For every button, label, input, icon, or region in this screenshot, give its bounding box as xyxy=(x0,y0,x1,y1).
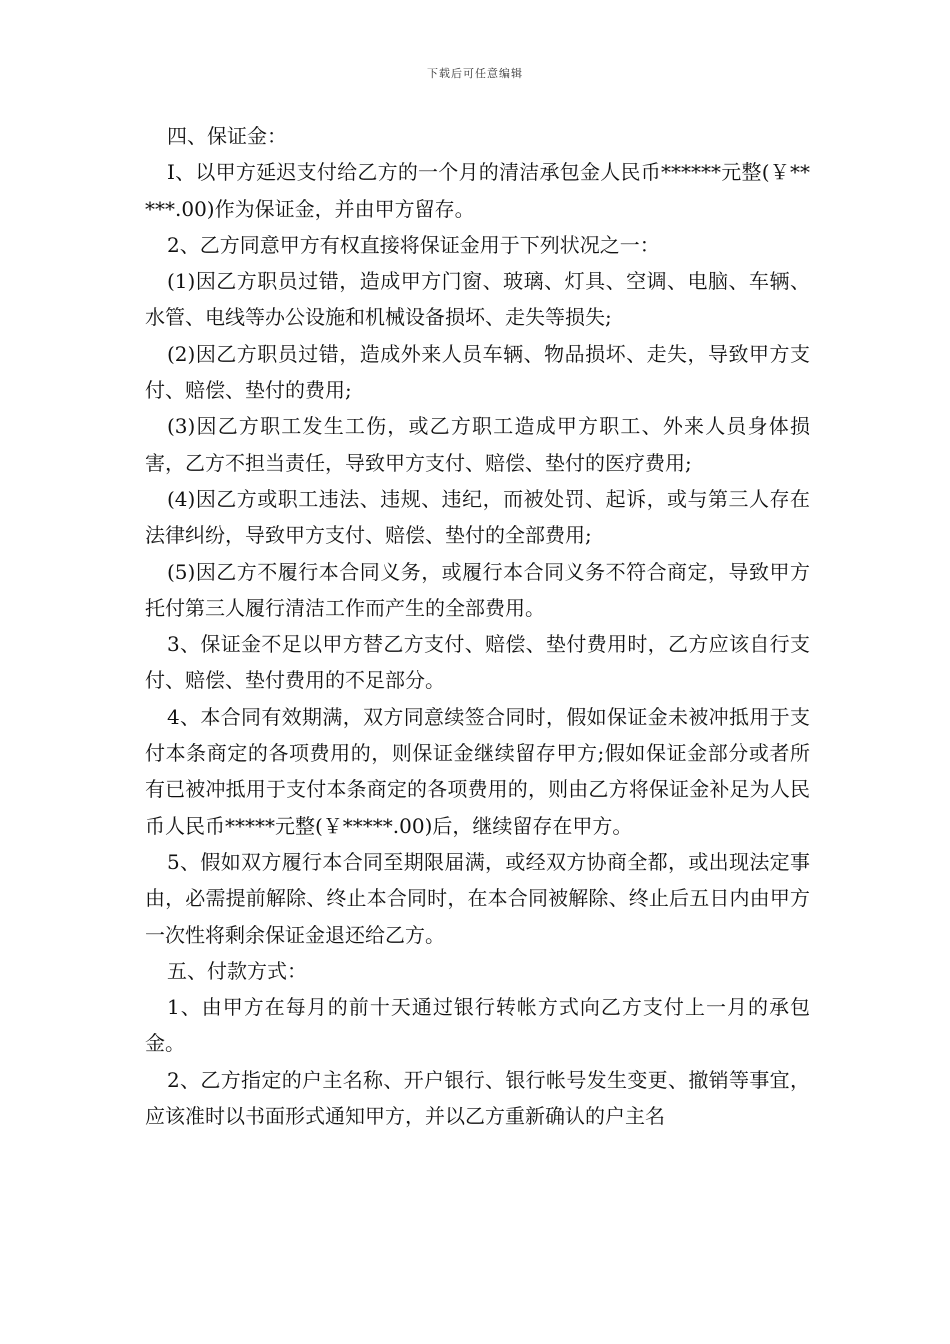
paragraph-deposit-2: 2、乙方同意甲方有权直接将保证金用于下列状况之一： xyxy=(167,232,660,257)
paragraph-deposit-1: I、以甲方延迟支付给乙方的一个月的清洁承包金人民币******元整(￥*****.00)作为保证金，并由甲方留存。 xyxy=(145,160,810,221)
paragraph-payment-1: 1、由甲方在每月的前十天通过银行转帐方式向乙方支付上一月的承包金。 xyxy=(145,995,810,1056)
paragraph-deposit-4: 4、本合同有效期满，双方同意续签合同时，假如保证金未被冲抵用于支付本条商定的各项费用的，则保证金继续留存甲方;假如保证金部分或者所有已被冲抵用于支付本条商定的各项费用的，则由乙方将保证金补足为人民币人民币*****元整(￥*****.00)后，继续留存在甲方。 xyxy=(145,704,810,838)
paragraph-payment-2: 2、乙方指定的户主名称、开户银行、银行帐号发生变更、撤销等事宜，应该准时以书面形式通知甲方，并以乙方重新确认的户主名 xyxy=(145,1067,810,1129)
section-heading-payment: 五、付款方式： xyxy=(167,958,307,983)
list-item-case-4: (4)因乙方或职工违法、违规、违纪，而被处罚、起诉，或与第三人存在法律纠纷，导致甲方支付、赔偿、垫付的全部费用; xyxy=(145,486,810,548)
list-item-case-5: (5)因乙方不履行本合同义务，或履行本合同义务不符合商定，导致甲方托付第三人履行清洁工作而产生的全部费用。 xyxy=(145,559,810,620)
list-item-case-2: (2)因乙方职员过错，造成外来人员车辆、物品损坏、走失，导致甲方支付、赔偿、垫付的费用; xyxy=(145,341,810,403)
document-body xyxy=(145,118,810,1134)
list-item-case-1: (1)因乙方职员过错，造成甲方门窗、玻璃、灯具、空调、电脑、车辆、水管、电线等办公设施和机械设备损坏、走失等损失; xyxy=(145,269,810,330)
list-item-case-3: (3)因乙方职工发生工伤，或乙方职工造成甲方职工、外来人员身体损害，乙方不担当责任，导致甲方支付、赔偿、垫付的医疗费用; xyxy=(145,414,810,475)
paragraph-deposit-5: 5、假如双方履行本合同至期限届满，或经双方协商全都，或出现法定事由，必需提前解除、终止本合同时，在本合同被解除、终止后五日内由甲方一次性将剩余保证金退还给乙方。 xyxy=(145,849,810,947)
section-heading-deposit: 四、保证金： xyxy=(167,124,287,148)
page-header: 下载后可任意编辑 xyxy=(427,67,523,80)
paragraph-deposit-3: 3、保证金不足以甲方替乙方支付、赔偿、垫付费用时，乙方应该自行支付、赔偿、垫付费用的不足部分。 xyxy=(145,632,810,693)
